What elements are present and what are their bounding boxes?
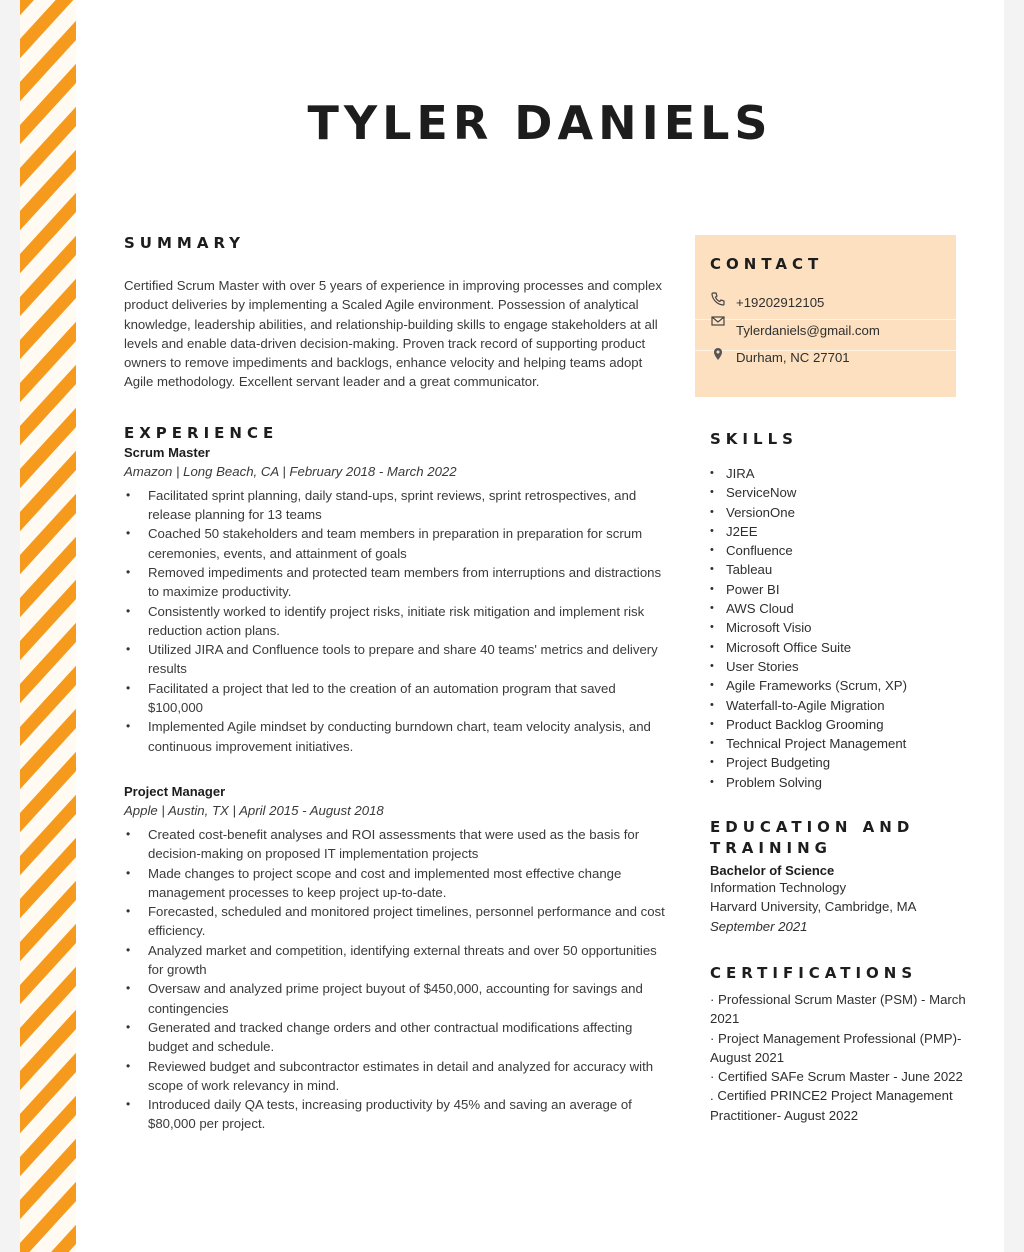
job-bullet: • Utilized JIRA and Confluence tools to prepare and share 40 teams' metrics and delivery results bbox=[124, 640, 674, 679]
skill-item: • Project Budgeting bbox=[710, 753, 970, 772]
job-bullets bbox=[124, 825, 674, 1134]
certifications-section bbox=[710, 964, 970, 1125]
contact-location bbox=[710, 350, 956, 365]
skill-item: • JIRA bbox=[710, 464, 970, 483]
contact-phone bbox=[710, 295, 956, 310]
skill-item: • Problem Solving bbox=[710, 773, 970, 792]
job-bullet: • Created cost-benefit analyses and ROI assessments that were used as the basis for decision-making on proposed IT implementation projects bbox=[124, 825, 674, 864]
job-bullet: • Reviewed budget and subcontractor estimates in detail and analyzed for accuracy with scope of work relevancy in mind. bbox=[124, 1057, 674, 1096]
summary-heading: SUMMARY bbox=[124, 234, 246, 252]
skills-list bbox=[710, 464, 970, 792]
skill-item: • AWS Cloud bbox=[710, 599, 970, 618]
job-bullet: • Removed impediments and protected team members from interruptions and distractions to maximize productivity. bbox=[124, 563, 674, 602]
envelope-icon bbox=[710, 313, 726, 329]
resume-page bbox=[20, 0, 1004, 1252]
education-school: Harvard University, Cambridge, MA bbox=[710, 899, 917, 915]
skill-item: • Microsoft Visio bbox=[710, 618, 970, 637]
contact-heading: CONTACT bbox=[710, 255, 824, 273]
job-title: Project Manager bbox=[124, 783, 226, 799]
skill-item: • Technical Project Management bbox=[710, 734, 970, 753]
job-bullet: • Made changes to project scope and cost and implemented most effective change management processes to keep project up-to-date. bbox=[124, 864, 674, 903]
education-field: Information Technology bbox=[710, 880, 847, 895]
job-meta: Apple | Austin, TX | April 2015 - August 2018 bbox=[124, 802, 384, 818]
skill-item: • ServiceNow bbox=[710, 483, 970, 502]
contact-box bbox=[695, 235, 956, 397]
skill-item: • User Stories bbox=[710, 657, 970, 676]
summary-text: Certified Scrum Master with over 5 years of experience in improving processes and complex product deliveries by implementing a Scaled Agile environment. Possession of analytical knowledge, leadership abilities, and relationship-building skills to engage stakeholders at all levels and enable data-driven decision-making. Proven track record of supporting product owners to remove impediments and backlogs, enhance velocity and helping teams adopt Agile methodology. Excellent servant leader and a great communicator. bbox=[124, 278, 662, 390]
job-entry bbox=[124, 445, 674, 756]
skill-item: • Confluence bbox=[710, 541, 970, 560]
job-meta: Amazon | Long Beach, CA | February 2018 - March 2022 bbox=[124, 463, 457, 479]
left-column bbox=[124, 234, 674, 1134]
location-pin-icon bbox=[710, 346, 726, 362]
skill-item: • VersionOne bbox=[710, 503, 970, 522]
certifications-heading: CERTIFICATIONS bbox=[710, 964, 918, 982]
job-bullet: • Generated and tracked change orders and other contractual modifications affecting budget and schedule. bbox=[124, 1018, 674, 1057]
job-bullet: • Analyzed market and competition, identifying external threats and over 50 opportunities for growth bbox=[124, 941, 674, 980]
skill-item: • J2EE bbox=[710, 522, 970, 541]
education-heading-line2: TRAINING bbox=[710, 839, 832, 857]
phone-number[interactable]: +19202912105 bbox=[736, 295, 825, 310]
education-heading-line1: EDUCATION AND bbox=[710, 818, 915, 836]
experience-heading: EXPERIENCE bbox=[124, 423, 279, 442]
contact-divider bbox=[695, 319, 956, 320]
certifications-list bbox=[710, 990, 970, 1125]
skill-item: • Waterfall-to-Agile Migration bbox=[710, 696, 970, 715]
candidate-name: TYLER DANIELS bbox=[307, 96, 773, 150]
job-bullet: • Facilitated a project that led to the creation of an automation program that saved $100,000 bbox=[124, 679, 674, 718]
job-title: Scrum Master bbox=[124, 444, 210, 460]
job-bullet: • Consistently worked to identify project risks, initiate risk mitigation and implement risk reduction action plans. bbox=[124, 602, 674, 641]
education-date: September 2021 bbox=[710, 918, 808, 934]
skills-heading: SKILLS bbox=[710, 430, 798, 448]
skill-item: • Power BI bbox=[710, 580, 970, 599]
job-bullet: • Oversaw and analyzed prime project buyout of $450,000, accounting for savings and contingencies bbox=[124, 979, 674, 1018]
job-entry bbox=[124, 784, 674, 1134]
job-bullet: • Coached 50 stakeholders and team members in preparation in preparation for scrum ceremonies, events, and attainment of goals bbox=[124, 524, 674, 563]
skill-item: • Agile Frameworks (Scrum, XP) bbox=[710, 676, 970, 695]
certification-item: · Project Management Professional (PMP)- August 2021 bbox=[710, 1030, 962, 1065]
education-section bbox=[710, 818, 970, 936]
certification-item: · Professional Scrum Master (PSM) - March 2021 bbox=[710, 992, 966, 1027]
job-bullet: • Forecasted, scheduled and monitored project timelines, personnel performance and cost efficiency. bbox=[124, 902, 674, 941]
job-bullet: • Introduced daily QA tests, increasing productivity by 45% and saving an average of $80,000 per project. bbox=[124, 1095, 674, 1134]
email-address[interactable]: Tylerdaniels@gmail.com bbox=[736, 323, 880, 338]
job-bullet: • Facilitated sprint planning, daily stand-ups, sprint reviews, sprint retrospectives, and release planning for 13 teams bbox=[124, 486, 674, 525]
stripe-pattern bbox=[20, 0, 76, 1252]
job-bullet: • Implemented Agile mindset by conducting burndown chart, team velocity analysis, and continuous improvement initiatives. bbox=[124, 717, 674, 756]
skill-item: • Product Backlog Grooming bbox=[710, 715, 970, 734]
education-degree: Bachelor of Science bbox=[710, 863, 835, 878]
contact-email bbox=[710, 323, 956, 338]
skill-item: • Tableau bbox=[710, 560, 970, 579]
certification-item: · Certified SAFe Scrum Master - June 2022 bbox=[710, 1069, 963, 1085]
decorative-stripe-band bbox=[20, 0, 76, 1252]
experience-list bbox=[124, 445, 674, 1134]
job-bullets bbox=[124, 486, 674, 756]
skills-section bbox=[710, 430, 970, 792]
skill-item: • Microsoft Office Suite bbox=[710, 638, 970, 657]
location-text: Durham, NC 27701 bbox=[736, 350, 850, 365]
phone-icon bbox=[710, 291, 726, 307]
certification-item: . Certified PRINCE2 Project Management Practitioner- August 2022 bbox=[710, 1088, 953, 1123]
